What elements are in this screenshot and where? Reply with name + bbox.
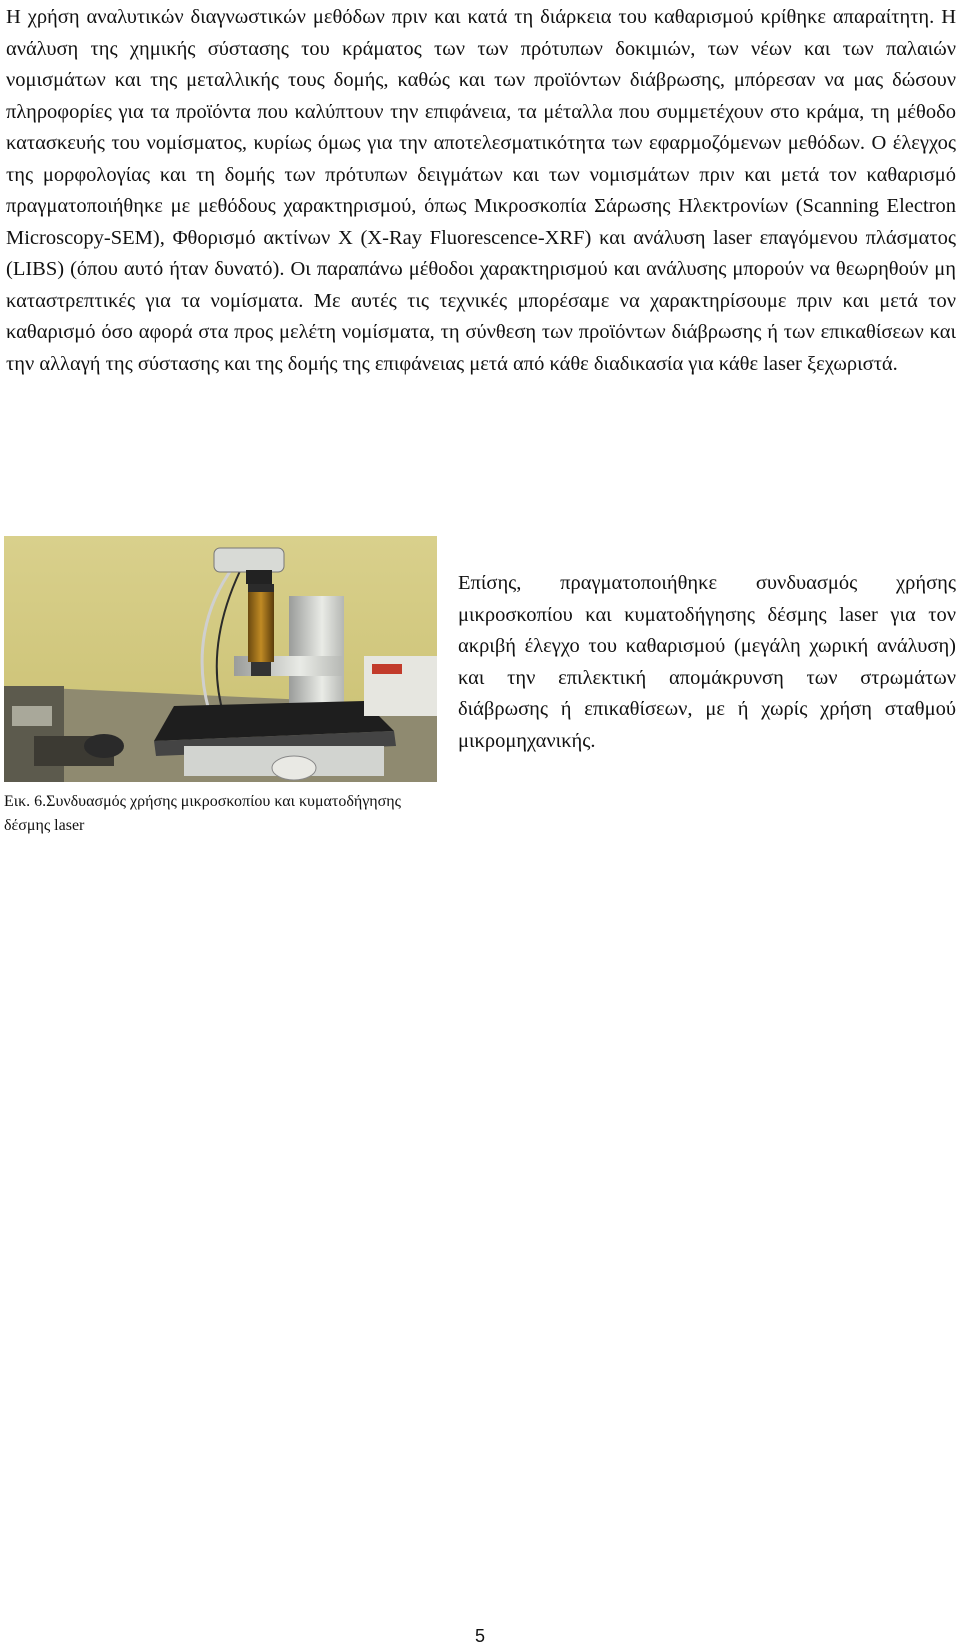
figure-photo-microscope-laser <box>4 536 437 782</box>
side-paragraph: Επίσης, πραγματοποιήθηκε συνδυασμός χρήσης μικροσκοπίου και κυματοδήγησης δέσμης laser για τον ακριβή έλεγχο του καθαρισμού (μεγάλη χωρική ανάλυση) και την επιλεκτική απομάκρυνση των στρωμάτων διάβρωσης ή επικαθίσεων, με ή χωρίς χρήση σταθμού μικρομηχανικής. <box>458 572 956 752</box>
figure-caption: Εικ. 6.Συνδυασμός χρήσης μικροσκοπίου και κυματοδήγησης δέσμης laser <box>4 793 401 834</box>
page-number: 5 <box>474 1626 485 1646</box>
body-paragraph: Η χρήση αναλυτικών διαγνωστικών μεθόδων πριν και κατά τη διάρκεια του καθαρισμού κρίθηκε απαραίτητη. Η ανάλυση της χημικής σύστασης του κράματος των των πρότυπων δοκιμιών, των νέων και των παλαιών νομισμάτων και της μεταλλικής τους δομής, καθώς και των προϊόντων διάβρωσης, μπόρεσαν να μας δώσουν πληροφορίες για τα προϊόντα που καλύπτουν την επιφάνεια, τα μέταλλα που συμμετέχουν στο κράμα, τη μέθοδο κατασκευής του νομίσματος, κυρίως όμως για την αποτελεσματικότητα των εφαρμοζόμενων μεθόδων. Ο έλεγχος της μορφολογίας και τη δομής των πρότυπων δειγμάτων και των νομισμάτων πριν και μετά τον καθαρισμό πραγματοποιήθηκε με μεθόδους χαρακτηρισμού, όπως Μικροσκοπία Σάρωσης Ηλεκτρονίων (Scanning Electron Microscopy-SEM), Φθορισμό ακτίνων Χ (X-Ray Fluorescence-XRF) και ανάλυση laser επαγόμενου πλάσματος (LIBS) (όπου αυτό ήταν δυνατό). Οι παραπάνω μέθοδοι χαρακτηρισμού και ανάλυσης μπορούν να θεωρηθούν μη καταστρεπτικές για τα νομίσματα. Με αυτές τις τεχνικές μπορέσαμε να χαρακτηρίσουμε πριν και μετά τον καθαρισμό όσο αφορά στα προς μελέτη νομίσματα, τη σύνθεση των προϊόντων διάβρωσης ή των επικαθίσεων και την αλλαγή της σύστασης και της δομής της επιφάνειας μετά από κάθε διαδικασία για κάθε laser ξεχωριστά. <box>6 6 956 375</box>
